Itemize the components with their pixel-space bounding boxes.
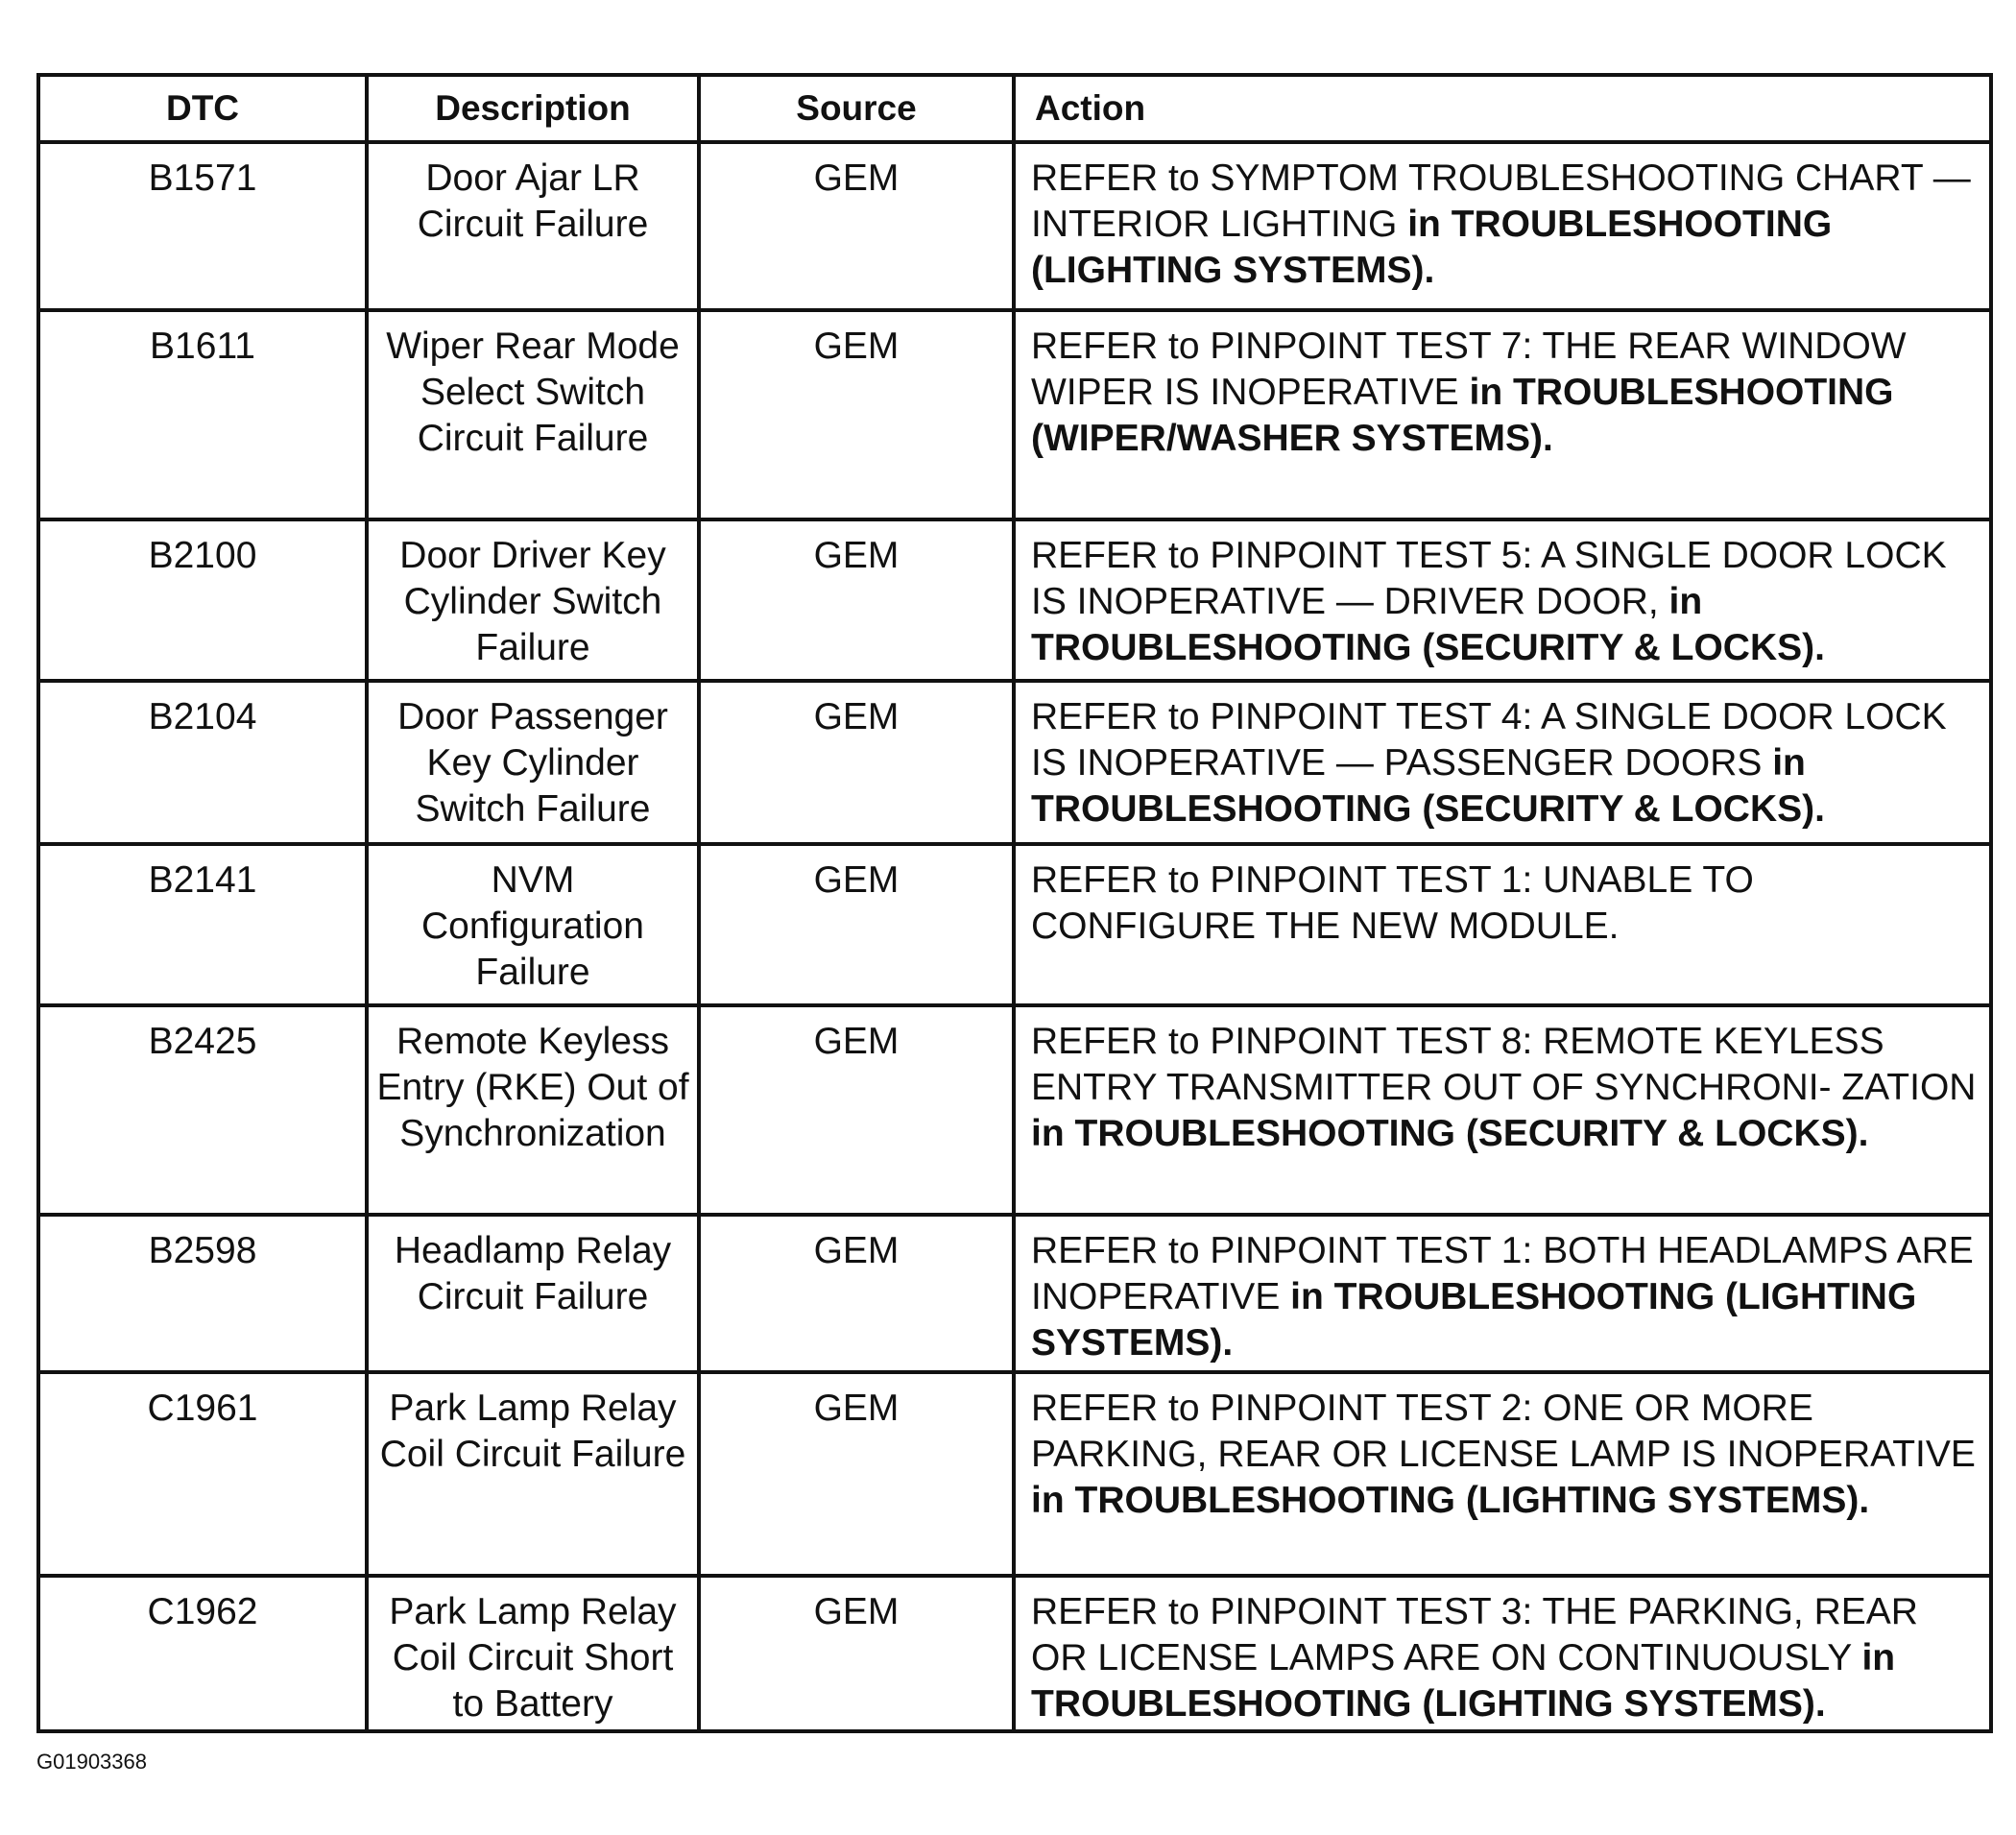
dtc-description: NVM Configuration Failure [367,844,699,1005]
dtc-source: GEM [699,142,1014,310]
dtc-code: B2425 [38,1005,367,1215]
table-row [38,310,1991,519]
action-reference: in TROUBLESHOOTING (LIGHTING SYSTEMS). [1031,1637,1896,1725]
table-header-row [38,75,1991,142]
action-text: REFER to PINPOINT TEST 5: A SINGLE DOOR LOCK IS INOPERATIVE — DRIVER DOOR, [1031,535,1947,622]
action-text: REFER to SYMPTOM TROUBLESHOOTING CHART — INTERIOR LIGHTING [1031,157,1971,245]
table-row [38,1372,1991,1576]
action-reference: in TROUBLESHOOTING (LIGHTING SYSTEMS). [1031,204,1833,291]
dtc-source: GEM [699,519,1014,681]
dtc-source: GEM [699,310,1014,519]
dtc-action [1014,519,1991,681]
action-reference: in TROUBLESHOOTING (LIGHTING SYSTEMS). [1031,1480,1870,1521]
action-reference: in TROUBLESHOOTING (WIPER/WASHER SYSTEMS). [1031,372,1894,459]
dtc-code: C1961 [38,1372,367,1576]
header-source: Source [699,75,1014,142]
dtc-description: Door Driver Key Cylinder Switch Failure [367,519,699,681]
action-reference: in TROUBLESHOOTING (LIGHTING SYSTEMS). [1031,1276,1917,1364]
dtc-source: GEM [699,1005,1014,1215]
dtc-source: GEM [699,681,1014,844]
dtc-action [1014,1576,1991,1731]
dtc-code: C1962 [38,1576,367,1731]
table-row [38,519,1991,681]
table-row [38,681,1991,844]
action-reference: in TROUBLESHOOTING (SECURITY & LOCKS). [1031,1113,1869,1154]
dtc-action [1014,142,1991,310]
header-dtc: DTC [38,75,367,142]
action-text: REFER to PINPOINT TEST 1: BOTH HEADLAMPS ARE INOPERATIVE [1031,1230,1974,1317]
header-description: Description [367,75,699,142]
action-text: REFER to PINPOINT TEST 3: THE PARKING, REAR OR LICENSE LAMPS ARE ON CONTINUOUSLY [1031,1591,1918,1678]
table-row [38,844,1991,1005]
action-text: REFER to PINPOINT TEST 4: A SINGLE DOOR LOCK IS INOPERATIVE — PASSENGER DOORS [1031,696,1947,784]
dtc-action [1014,681,1991,844]
action-text: REFER to PINPOINT TEST 1: UNABLE TO CONFIGURE THE NEW MODULE. [1031,859,1754,947]
dtc-code: B2141 [38,844,367,1005]
table-row [38,1215,1991,1372]
dtc-table [36,73,1993,1733]
table-row [38,1576,1991,1731]
action-reference: in TROUBLESHOOTING (SECURITY & LOCKS). [1031,581,1825,668]
dtc-description: Headlamp Relay Circuit Failure [367,1215,699,1372]
dtc-code: B2104 [38,681,367,844]
dtc-action [1014,310,1991,519]
dtc-description: Remote Keyless Entry (RKE) Out of Synchronization [367,1005,699,1215]
dtc-source: GEM [699,1576,1014,1731]
action-reference: in TROUBLESHOOTING (SECURITY & LOCKS). [1031,742,1825,830]
dtc-code: B2100 [38,519,367,681]
dtc-action [1014,1372,1991,1576]
action-text: REFER to PINPOINT TEST 2: ONE OR MORE PARKING, REAR OR LICENSE LAMP IS INOPERATIVE [1031,1388,1976,1475]
dtc-code: B1611 [38,310,367,519]
table-row [38,142,1991,310]
dtc-description: Park Lamp Relay Coil Circuit Short to Battery [367,1576,699,1731]
dtc-source: GEM [699,844,1014,1005]
figure-id: G01903368 [36,1750,147,1774]
dtc-source: GEM [699,1372,1014,1576]
dtc-description: Door Passenger Key Cylinder Switch Failure [367,681,699,844]
action-text: REFER to PINPOINT TEST 7: THE REAR WINDOW WIPER IS INOPERATIVE [1031,326,1907,413]
dtc-description: Park Lamp Relay Coil Circuit Failure [367,1372,699,1576]
table-row [38,1005,1991,1215]
dtc-action [1014,1005,1991,1215]
dtc-code: B2598 [38,1215,367,1372]
action-text: REFER to PINPOINT TEST 8: REMOTE KEYLESS ENTRY TRANSMITTER OUT OF SYNCHRONI- ZATION [1031,1021,1977,1108]
header-action: Action [1014,75,1991,142]
dtc-action [1014,844,1991,1005]
dtc-action [1014,1215,1991,1372]
dtc-code: B1571 [38,142,367,310]
dtc-description: Wiper Rear Mode Select Switch Circuit Failure [367,310,699,519]
dtc-description: Door Ajar LR Circuit Failure [367,142,699,310]
dtc-source: GEM [699,1215,1014,1372]
